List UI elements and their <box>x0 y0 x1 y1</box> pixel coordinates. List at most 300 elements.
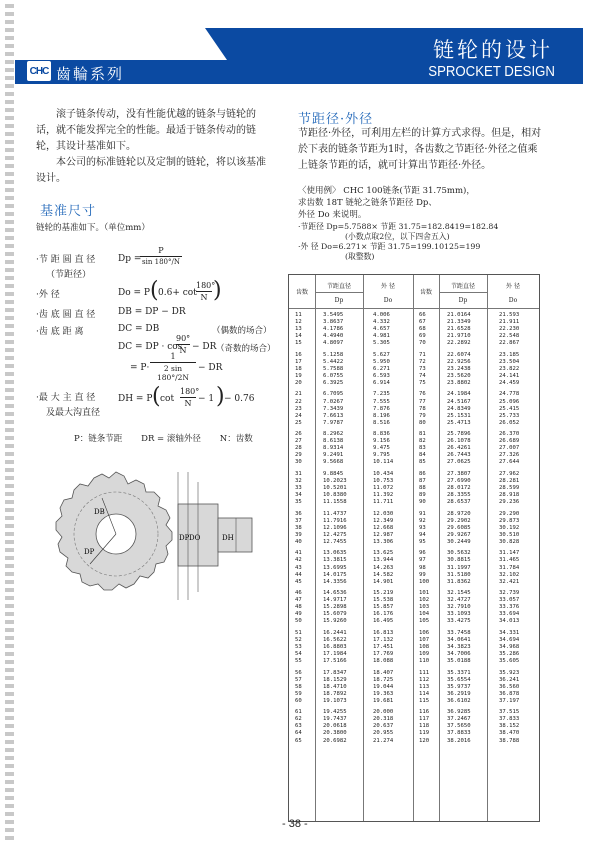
diagram-do-label: DO <box>189 534 201 542</box>
formula-dp-fraction <box>140 246 182 266</box>
table-cell: 7.6613 <box>323 412 344 419</box>
table-cell: 33.694 <box>499 611 520 618</box>
table-cell: 36.560 <box>499 683 520 690</box>
table-cell: 21.593 <box>499 312 520 318</box>
table-cell: 16 <box>295 351 302 358</box>
table-cell: 21.911 <box>499 319 520 326</box>
table-cell: 101 <box>419 590 430 597</box>
table-cell: 15.857 <box>373 604 394 611</box>
table-cell: 34.3823 <box>447 643 471 650</box>
table-cell: 68 <box>419 326 426 333</box>
table-cell: 5.950 <box>373 358 390 365</box>
table-cell: 87 <box>419 477 426 484</box>
table-cell: 31.1997 <box>447 564 471 571</box>
table-cell: 31.147 <box>499 550 520 557</box>
table-cell: 7.555 <box>373 398 390 405</box>
table-cell: 35.6554 <box>447 676 471 683</box>
table-cell: 35.605 <box>499 658 520 665</box>
table-cell: 33.7458 <box>447 629 471 636</box>
table-cell: 29.9267 <box>447 531 471 538</box>
table-cell: 13.944 <box>373 557 394 564</box>
table-cell: 4.332 <box>373 319 390 326</box>
table-cell: 20.318 <box>373 716 394 723</box>
table-cell: 38 <box>295 524 302 531</box>
table-cell: 18.407 <box>373 669 394 676</box>
table-cell: 26.7443 <box>447 452 471 459</box>
table-cell: 17.5166 <box>323 658 347 665</box>
table-cell: 18 <box>295 365 302 372</box>
example-line-3: 外径 Do 来说明。 <box>298 210 367 220</box>
table-cell: 33 <box>295 485 302 492</box>
th-dp-right: Dp <box>458 297 468 304</box>
table-cell: 20.3800 <box>323 730 347 737</box>
table-cell: 32.1545 <box>447 590 471 597</box>
example-line-5: (小数点取2位，以下四舍五入) <box>345 232 450 241</box>
th-dp-left: Dp <box>334 297 344 304</box>
table-cell: 13 <box>295 326 302 333</box>
table-cell: 29.236 <box>499 499 520 506</box>
table-cell: 8.836 <box>373 431 390 438</box>
paren-dh-close: ) <box>216 384 225 409</box>
table-cell: 23 <box>295 405 302 412</box>
table-cell: 4.1786 <box>323 326 344 333</box>
table-cell: 4.657 <box>373 326 390 333</box>
table-cell: 22.2892 <box>447 340 471 347</box>
table-cell: 22 <box>295 398 302 405</box>
table-cell: 27.007 <box>499 445 520 452</box>
table-cell: 77 <box>419 398 426 405</box>
table-cell: 118 <box>419 723 430 730</box>
table-cell: 31.5180 <box>447 571 471 578</box>
formula-do-inner: 0.6+ cot <box>158 288 197 298</box>
table-cell: 6.3925 <box>323 379 344 386</box>
example-line-7: (取整数) <box>345 252 375 261</box>
table-cell: 85 <box>419 459 426 466</box>
table-cell: 32.421 <box>499 578 520 585</box>
table-cell: 34.7006 <box>447 651 471 658</box>
table-cell: 15.9260 <box>323 618 347 625</box>
table-cell: 7.876 <box>373 405 390 412</box>
table-cell: 82 <box>419 438 426 445</box>
table-cell: 27 <box>295 438 302 445</box>
paren-dh-open: ( <box>152 384 161 409</box>
table-cell: 14.901 <box>373 578 394 585</box>
frac-n: N <box>173 258 180 266</box>
frac-dc-n: N <box>179 346 187 355</box>
table-cell: 31.784 <box>499 564 520 571</box>
table-cell: 30.192 <box>499 524 520 531</box>
table-cell: 29.873 <box>499 517 520 524</box>
table-cell: 12.668 <box>373 524 394 531</box>
table-cell: 47 <box>295 597 302 604</box>
table-cell: 86 <box>419 470 426 477</box>
table-cell: 19 <box>295 372 302 379</box>
table-cell: 120 <box>419 737 430 744</box>
basis-heading: 基准尺寸 <box>40 204 97 219</box>
example-line-1: 〈使用例〉 CHC 100链条(节距 31.75mm)， <box>298 186 475 196</box>
table-cell: 37.197 <box>499 697 520 704</box>
table-cell: 6.7095 <box>323 391 344 398</box>
table-cell: 30.2449 <box>447 538 471 545</box>
table-cell: 14.263 <box>373 564 394 571</box>
table-cell: 19.044 <box>373 683 394 690</box>
table-cell: 17.769 <box>373 651 394 658</box>
table-cell: 42 <box>295 557 302 564</box>
formula-dc-odd-note: （奇数的场合） <box>216 344 276 354</box>
table-cell: 10.5201 <box>323 485 347 492</box>
table-cell: 35.9737 <box>447 683 471 690</box>
table-cell: 23.185 <box>499 351 520 358</box>
table-cell: 19.7437 <box>323 716 347 723</box>
table-cell: 38.2016 <box>447 737 471 744</box>
table-cell: 26.4261 <box>447 445 471 452</box>
table-cell: 11.072 <box>373 485 394 492</box>
table-cell: 3.5495 <box>323 312 344 318</box>
diagram-dh-label: DH <box>222 534 234 542</box>
table-cell: 21.3349 <box>447 319 471 326</box>
table-cell: 109 <box>419 651 430 658</box>
table-cell: 106 <box>419 629 430 636</box>
table-cell: 34 <box>295 492 302 499</box>
table-cell: 37.2467 <box>447 716 471 723</box>
table-cell: 16.5622 <box>323 636 347 643</box>
table-cell: 5.7588 <box>323 365 344 372</box>
table-cell: 32.739 <box>499 590 520 597</box>
table-cell: 28.0172 <box>447 485 471 492</box>
table-cell: 72 <box>419 358 426 365</box>
table-cell: 80 <box>419 419 426 426</box>
table-cell: 6.0755 <box>323 372 344 379</box>
table-cell: 74 <box>419 372 426 379</box>
table-cell: 32.7910 <box>447 604 471 611</box>
table-cell: 19.363 <box>373 690 394 697</box>
table-cell: 17 <box>295 358 302 365</box>
table-cell: 33.1093 <box>447 611 471 618</box>
table-cell: 13.3815 <box>323 557 347 564</box>
table-cell: 98 <box>419 564 426 571</box>
table-cell: 59 <box>295 690 302 697</box>
table-cell: 35.3371 <box>447 669 471 676</box>
table-cell: 36.9285 <box>447 709 471 716</box>
table-cell: 22.867 <box>499 340 520 347</box>
intro-paragraph-1: 滚子链条传动，没有性能优越的链条与链轮的话，就不能发挥完全的性能。最适于链条传动的链轮，其设计基准如下。 <box>36 109 256 152</box>
paren-close: ) <box>213 278 222 303</box>
table-cell: 57 <box>295 676 302 683</box>
table-cell: 21.9710 <box>447 333 471 340</box>
diagram-db-label: DB <box>94 508 105 516</box>
table-cell: 25.733 <box>499 412 520 419</box>
table-cell: 15.6079 <box>323 611 347 618</box>
table-cell: 34.694 <box>499 636 520 643</box>
table-cell: 83 <box>419 445 426 452</box>
table-cell: 18.4710 <box>323 683 347 690</box>
table-cell: 16.495 <box>373 618 394 625</box>
table-cell: 19.1073 <box>323 697 347 704</box>
table-cell: 25.4713 <box>447 419 471 426</box>
table-cell: 22.548 <box>499 333 520 340</box>
table-cell: 53 <box>295 643 302 650</box>
table-cell: 9.475 <box>373 445 390 452</box>
th-do-left: Do <box>383 297 393 304</box>
table-cell: 27.962 <box>499 470 520 477</box>
table-cell: 16.2441 <box>323 629 347 636</box>
table-cell: 23.822 <box>499 365 520 372</box>
table-cell: 49 <box>295 611 302 618</box>
table-cell: 38.152 <box>499 723 520 730</box>
table-cell: 45 <box>295 578 302 585</box>
label-pitch-diameter: ·节 距 圆 直 径 <box>36 255 96 265</box>
table-cell: 61 <box>295 709 302 716</box>
table-cell: 14.0175 <box>323 571 347 578</box>
table-cell: 9.156 <box>373 438 390 445</box>
label-pitch-note: （节距径） <box>46 270 92 280</box>
table-cell: 9.2491 <box>323 452 344 459</box>
table-cell: 28.599 <box>499 485 520 492</box>
table-cell: 8.6138 <box>323 438 344 445</box>
table-cell: 10.753 <box>373 477 394 484</box>
table-cell: 62 <box>295 716 302 723</box>
table-cell: 75 <box>419 379 426 386</box>
formula-dh: DH = P <box>118 394 153 404</box>
table-cell: 4.006 <box>373 312 390 318</box>
table-cell: 32 <box>295 477 302 484</box>
table-cell: 113 <box>419 683 430 690</box>
table-cell: 7.0267 <box>323 398 344 405</box>
table-cell: 12.4275 <box>323 531 347 538</box>
table-cell: 21.274 <box>373 737 394 744</box>
table-cell: 26 <box>295 431 302 438</box>
frac-p: P <box>158 246 164 255</box>
table-cell: 25 <box>295 419 302 426</box>
table-cell: 25.415 <box>499 405 520 412</box>
table-cell: 117 <box>419 716 430 723</box>
table-cell: 11.711 <box>373 499 394 506</box>
table-cell: 21 <box>295 391 302 398</box>
table-cell: 23.2438 <box>447 365 471 372</box>
table-cell: 116 <box>419 709 430 716</box>
col-left-dp <box>323 312 347 745</box>
table-cell: 10.434 <box>373 470 394 477</box>
table-cell: 27.326 <box>499 452 520 459</box>
table-cell: 13.306 <box>373 538 394 545</box>
table-cell: 31.465 <box>499 557 520 564</box>
table-cell: 14.3356 <box>323 578 347 585</box>
label-max-hub-note: 及最大沟直径 <box>46 408 101 418</box>
table-cell: 35.0188 <box>447 658 471 665</box>
table-cell: 63 <box>295 723 302 730</box>
table-cell: 31.8362 <box>447 578 471 585</box>
table-cell: 6.914 <box>373 379 390 386</box>
table-cell: 84 <box>419 452 426 459</box>
table-cell: 10.114 <box>373 459 394 466</box>
example-line-6: ·外 径 Do=6.271× 节距 31.75=199.10125=199 <box>298 242 481 251</box>
table-cell: 11.7916 <box>323 517 347 524</box>
table-cell: 27.3807 <box>447 470 471 477</box>
formula-do-fraction <box>196 281 216 302</box>
table-cell: 89 <box>419 492 426 499</box>
table-cell: 28.6537 <box>447 499 471 506</box>
table-cell: 29.2902 <box>447 517 471 524</box>
table-cell: 107 <box>419 636 430 643</box>
table-cell: 14.6536 <box>323 590 347 597</box>
table-cell: 8.2962 <box>323 431 344 438</box>
paren-open: ( <box>150 278 159 303</box>
table-cell: 26.1078 <box>447 438 471 445</box>
frac-sin: sin 180°/N <box>142 258 180 266</box>
table-cell: 23.5620 <box>447 372 471 379</box>
table-cell: 38.788 <box>499 737 520 744</box>
table-cell: 20.637 <box>373 723 394 730</box>
formula-dc-alt: = P· <box>130 363 150 373</box>
table-cell: 103 <box>419 604 430 611</box>
table-cell: 12.1096 <box>323 524 347 531</box>
formula-dc-alt-fraction: 1 2 sin 180°/2N <box>150 352 196 382</box>
table-cell: 18.725 <box>373 676 394 683</box>
frac-alt-180: 180° <box>157 373 176 382</box>
table-cell: 93 <box>419 524 426 531</box>
table-cell: 20.6982 <box>323 737 347 744</box>
binding-strip <box>5 0 14 842</box>
formula-legend: P：链条节距 DR = 滚轴外径 N：齿数 <box>74 434 253 444</box>
table-cell: 37.833 <box>499 716 520 723</box>
table-cell: 67 <box>419 319 426 326</box>
frac-180: 180° <box>154 258 172 266</box>
table-cell: 22.6074 <box>447 351 471 358</box>
table-cell: 9.795 <box>373 452 390 459</box>
table-cell: 30 <box>295 459 302 466</box>
table-cell: 44 <box>295 571 302 578</box>
sprocket-diagram <box>36 452 266 614</box>
table-cell: 37.8833 <box>447 730 471 737</box>
table-cell: 33.376 <box>499 604 520 611</box>
table-cell: 40 <box>295 538 302 545</box>
table-cell: 108 <box>419 643 430 650</box>
formula-dc-even-note: （偶数的场合） <box>212 326 272 336</box>
intro-paragraph-2: 本公司的标准链轮以及定制的链轮，将以该基准设计。 <box>36 157 266 184</box>
table-cell: 104 <box>419 611 430 618</box>
table-cell: 5.4422 <box>323 358 344 365</box>
table-cell: 5.627 <box>373 351 390 358</box>
table-cell: 32.4727 <box>447 597 471 604</box>
table-cell: 21.0164 <box>447 312 471 318</box>
table-cell: 24.141 <box>499 372 520 379</box>
table-cell: 22.230 <box>499 326 520 333</box>
table-cell: 90 <box>419 499 426 506</box>
table-cell: 39 <box>295 531 302 538</box>
table-cell: 36.6102 <box>447 697 471 704</box>
page-title-en: SPROCKET DESIGN <box>428 63 555 80</box>
formula-db: DB = DP − DR <box>118 307 186 317</box>
table-cell: 15.219 <box>373 590 394 597</box>
table-cell: 30.5632 <box>447 550 471 557</box>
th-outer-left: 外 径 <box>381 283 395 290</box>
label-max-hub: ·最 大 主 直 径 <box>36 393 96 403</box>
table-cell: 19.4255 <box>323 709 347 716</box>
table-cell: 12.030 <box>373 510 394 517</box>
th-do-right: Do <box>508 297 518 304</box>
table-cell: 26.370 <box>499 431 520 438</box>
table-cell: 36.878 <box>499 690 520 697</box>
table-cell: 12.987 <box>373 531 394 538</box>
formula-do: Do = P <box>118 288 150 298</box>
table-cell: 24.459 <box>499 379 520 386</box>
formula-dh-inner: cot <box>160 394 175 404</box>
table-cell: 112 <box>419 676 430 683</box>
table-cell: 30.510 <box>499 531 520 538</box>
pitch-diameter-table <box>288 274 540 822</box>
frac-2n: 2N <box>177 373 189 382</box>
table-cell: 30.8815 <box>447 557 471 564</box>
table-cell: 99 <box>419 571 426 578</box>
th-teeth-left: 齿数 <box>295 289 308 296</box>
table-cell: 34.0641 <box>447 636 471 643</box>
table-cell: 31 <box>295 470 302 477</box>
table-cell: 115 <box>419 697 430 704</box>
frac-90: 90° <box>176 334 191 343</box>
table-cell: 8.196 <box>373 412 390 419</box>
table-cell: 19.681 <box>373 697 394 704</box>
table-cell: 10.2023 <box>323 477 347 484</box>
table-cell: 13.625 <box>373 550 394 557</box>
table-cell: 18.7892 <box>323 690 347 697</box>
page-title-cn: 链轮的设计 <box>433 38 553 62</box>
table-cell: 24 <box>295 412 302 419</box>
table-cell: 20 <box>295 379 302 386</box>
table-cell: 43 <box>295 564 302 571</box>
table-cell: 105 <box>419 618 430 625</box>
table-cell: 20.0618 <box>323 723 347 730</box>
formula-dh-fraction <box>180 387 200 408</box>
table-cell: 11.392 <box>373 492 394 499</box>
table-cell: 51 <box>295 629 302 636</box>
formula-dp: Dp = <box>118 254 142 264</box>
table-cell: 5.305 <box>373 340 390 347</box>
table-cell: 14.582 <box>373 571 394 578</box>
diagram-dp-label: DP <box>84 548 95 556</box>
table-cell: 13.0635 <box>323 550 347 557</box>
table-cell: 5.1258 <box>323 351 344 358</box>
table-cell: 78 <box>419 405 426 412</box>
table-cell: 102 <box>419 597 430 604</box>
table-cell: 92 <box>419 517 426 524</box>
table-cell: 50 <box>295 618 302 625</box>
table-cell: 34.968 <box>499 643 520 650</box>
brand-series: 齒輪系列 <box>56 65 125 83</box>
table-cell: 76 <box>419 391 426 398</box>
table-cell: 4.4940 <box>323 333 344 340</box>
table-cell: 28 <box>295 445 302 452</box>
table-cell: 27.644 <box>499 459 520 466</box>
table-cell: 97 <box>419 557 426 564</box>
table-cell: 20.955 <box>373 730 394 737</box>
table-cell: 29.290 <box>499 510 520 517</box>
table-cell: 79 <box>419 412 426 419</box>
table-cell: 15.538 <box>373 597 394 604</box>
table-cell: 37.5650 <box>447 723 471 730</box>
table-cell: 55 <box>295 658 302 665</box>
table-cell: 111 <box>419 669 430 676</box>
table-cell: 15.2898 <box>323 604 347 611</box>
formula-dc-alt-tail: − DR <box>198 363 223 373</box>
frac-dh-180: 180° <box>180 387 200 396</box>
table-cell: 46 <box>295 590 302 597</box>
table-cell: 16.8803 <box>323 643 347 650</box>
col-right-dp <box>447 312 471 745</box>
table-cell: 27.0625 <box>447 459 471 466</box>
table-cell: 70 <box>419 340 426 347</box>
page-number: - 38 - <box>282 818 308 830</box>
table-cell: 17.451 <box>373 643 394 650</box>
